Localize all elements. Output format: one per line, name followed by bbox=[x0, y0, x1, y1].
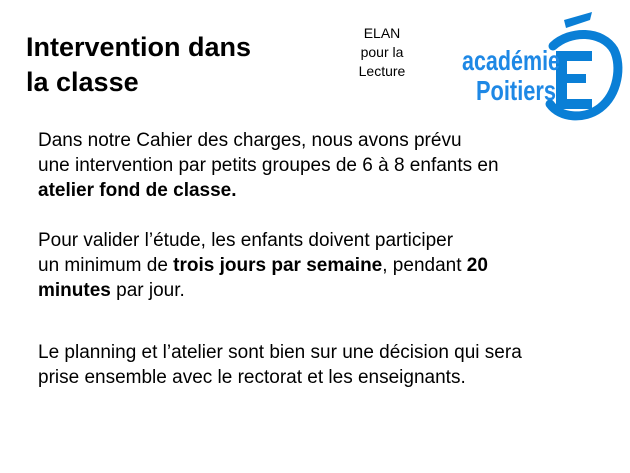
header-note-line-2: pour la bbox=[360, 44, 404, 60]
p2-line-1: Pour valider l’étude, les enfants doivent participer bbox=[38, 230, 454, 251]
header-note-line-1: ELAN bbox=[363, 25, 401, 41]
header-note-line-3: Lecture bbox=[358, 63, 406, 79]
paragraph-workshop bbox=[38, 128, 499, 203]
paragraph-schedule bbox=[38, 228, 488, 303]
p2-bold-days: trois jours par semaine bbox=[173, 255, 383, 276]
p3-line-1: Le planning et l’atelier sont bien sur une décision qui sera bbox=[38, 342, 522, 363]
p3-line-2: prise ensemble avec le rectorat et les enseignants. bbox=[38, 367, 466, 388]
logo-e-mark bbox=[550, 12, 618, 116]
title-line-2: la classe bbox=[26, 67, 139, 97]
p2-line-3-post: par jour. bbox=[110, 280, 185, 301]
p1-line-1: Dans notre Cahier des charges, nous avons prévu bbox=[38, 130, 462, 151]
p1-bold-text: atelier fond de classe. bbox=[38, 180, 237, 201]
academie-poitiers-logo bbox=[460, 8, 625, 123]
p2-line-2-pre: un minimum de bbox=[38, 255, 174, 276]
p1-line-3 bbox=[38, 178, 499, 203]
paragraph-planning bbox=[38, 340, 522, 390]
header-note bbox=[348, 24, 416, 81]
p2-line-2 bbox=[38, 253, 488, 278]
p2-bold-number: 20 bbox=[466, 255, 488, 276]
p1-line-2: une intervention par petits groupes de 6 à 8 enfants en bbox=[38, 155, 499, 176]
logo-word-academie: académie bbox=[462, 45, 560, 76]
logo-word-poitiers: Poitiers bbox=[476, 75, 556, 106]
p2-line-2-mid: , pendant bbox=[382, 255, 467, 276]
title-line-1: Intervention dans bbox=[26, 32, 252, 62]
slide-title bbox=[26, 30, 326, 100]
logo-graphic bbox=[460, 8, 625, 123]
p2-bold-minutes: minutes bbox=[38, 280, 111, 301]
p2-line-3 bbox=[38, 278, 488, 303]
